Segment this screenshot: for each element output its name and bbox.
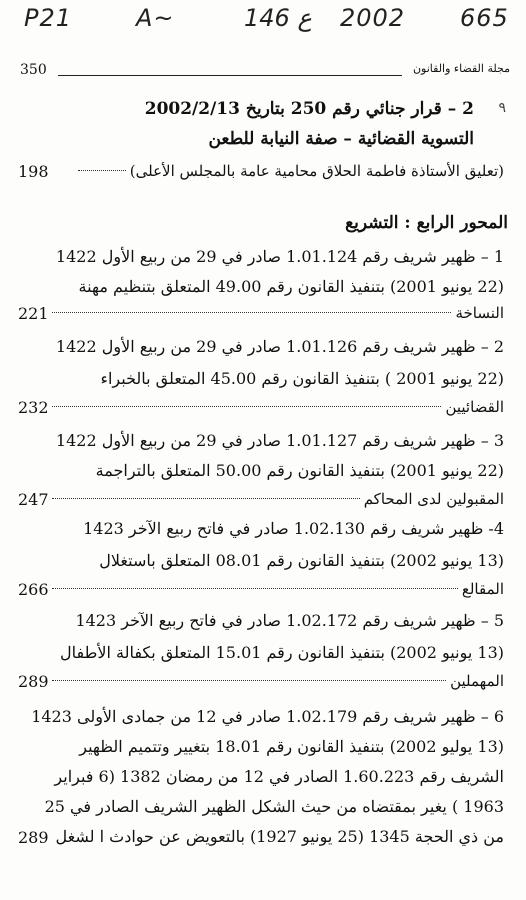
handwritten-note: 146 ع [244, 4, 312, 32]
toc-page-number: 221 [18, 304, 49, 323]
toc-page-number: 289 [18, 828, 49, 847]
entry-line: (13 يونيو 2002) بتنفيذ القانون رقم 08.01 المتعلق باستغلال [99, 551, 504, 570]
entry-line: الشريف رقم 1.60.223 الصادر في 12 من رمضان 1382 (6 فبراير [54, 767, 504, 786]
toc-page-number: 198 [18, 162, 49, 181]
dot-leader [52, 498, 360, 499]
toc-line [74, 156, 504, 186]
toc-page-number: 289 [18, 672, 49, 691]
toc-line [48, 298, 504, 328]
decision-subtitle: التسوية القضائية – صفة النيابة للطعن [208, 129, 474, 149]
entry-line: (22 يونيو 2001) بتنفيذ القانون رقم 50.00 المتعلق بالتراجمة [95, 461, 504, 480]
entry-last-line: النساخة [455, 304, 504, 322]
entry-line: 6 – ظهير شريف رقم 1.02.179 صادر في 12 من جمادى الأولى 1423 [31, 707, 504, 726]
page-number: 350 [20, 62, 47, 78]
journal-title: مجلة القضاء والقانون [412, 62, 510, 75]
toc-line [48, 392, 504, 422]
entry-line: 4- ظهير شريف رقم 1.02.130 صادر في فاتح ربيع الآخر 1423 [83, 519, 504, 538]
toc-page-number: 247 [18, 490, 49, 509]
comment-text: (تعليق الأستاذة فاطمة الحلاق محامية عامة بالمجلس الأعلى) [129, 162, 504, 180]
dot-leader [52, 680, 446, 681]
toc-line [48, 574, 504, 604]
entry-last-line: المقالع [461, 580, 504, 598]
entry-line: (13 يونيو 2002) بتنفيذ القانون رقم 15.01 المتعلق بكفالة الأطفال [60, 643, 504, 662]
entry-line: 5 – ظهير شريف رقم 1.02.172 صادر في فاتح ربيع الآخر 1423 [75, 611, 504, 630]
entry-line: (13 يوليو 2002) بتنفيذ القانون رقم 18.01 بتغيير وتتميم الظهير [79, 737, 504, 756]
handwritten-note: A~ [136, 4, 175, 32]
running-header [20, 60, 510, 82]
margin-mark: ٩ [498, 100, 506, 116]
handwritten-note: 665 [460, 4, 509, 32]
header-rule [58, 75, 402, 76]
entry-last-line: المقبولين لدى المحاكم [363, 490, 504, 508]
entry-line: 1963 ) يغير بمقتضاه من حيث الشكل الظهير الشريف الصادر في 25 [44, 797, 504, 816]
handwritten-note: 2002 [340, 4, 406, 32]
entry-line: 2 – ظهير شريف رقم 1.01.126 صادر في 29 من ربيع الأول 1422 [55, 337, 504, 356]
entry-last-line: القضائيين [445, 398, 504, 416]
entry-line: 3 – ظهير شريف رقم 1.01.127 صادر في 29 من ربيع الأول 1422 [55, 431, 504, 450]
dot-leader [52, 588, 458, 589]
entry-last-line: المهملين [450, 672, 504, 690]
dot-leader [52, 312, 451, 313]
dot-leader [78, 170, 126, 171]
toc-line [48, 484, 504, 514]
toc-page-number: 266 [18, 580, 49, 599]
toc-page-number: 232 [18, 398, 49, 417]
decision-title: 2 – قرار جنائي رقم 250 بتاريخ 2002/2/13 [144, 99, 474, 119]
entry-line: (22 يونيو 2001 ) بتنفيذ القانون رقم 45.00 المتعلق بالخبراء [100, 369, 504, 388]
toc-line [48, 666, 504, 696]
section-heading: المحور الرابع : التشريع [345, 213, 508, 233]
entry-last-line: من ذي الحجة 1345 (25 يونيو 1927) بالتعويض عن حوادث ا لشغل [55, 827, 504, 846]
entry-line: 1 – ظهير شريف رقم 1.01.124 صادر في 29 من ربيع الأول 1422 [55, 247, 504, 266]
entry-line: (22 يونيو 2001) بتنفيذ القانون رقم 49.00 المتعلق بتنظيم مهنة [78, 277, 504, 296]
dot-leader [52, 406, 441, 407]
handwritten-note: P21 [24, 4, 73, 32]
